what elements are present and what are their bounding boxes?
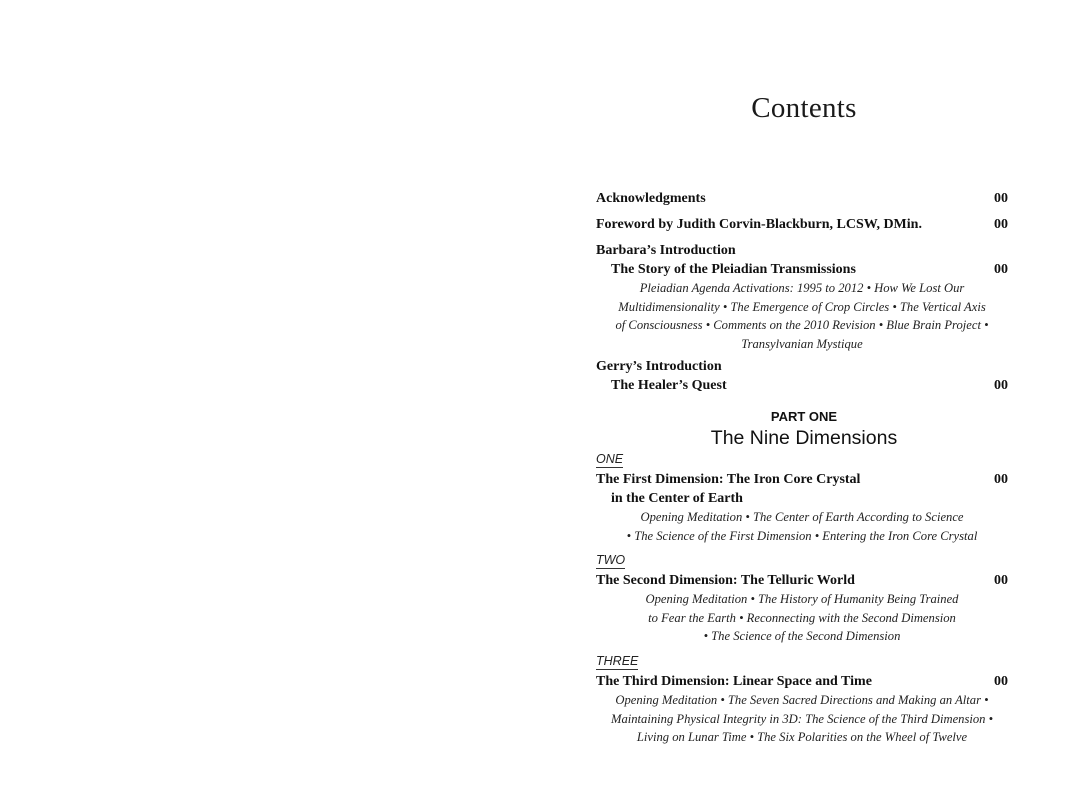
part-title: The Nine Dimensions xyxy=(710,427,898,449)
contents-page xyxy=(596,0,1008,800)
page-number: 00 xyxy=(994,191,1008,206)
subtopic-line: Maintaining Physical Integrity in 3D: The Science of the Third Dimension • xyxy=(610,711,994,726)
subtopic-line: Opening Meditation • The Center of Earth According to Science xyxy=(640,510,964,524)
entry-title: The Third Dimension: Linear Space and Time xyxy=(596,674,872,689)
toc-entry-acknowledgments[interactable] xyxy=(596,189,1008,208)
page-number: 00 xyxy=(994,217,1008,232)
subtopic-line: Living on Lunar Time • The Six Polarities on the Wheel of Twelve xyxy=(636,730,968,745)
toc-entry-gerrys-introduction[interactable] xyxy=(596,357,1008,395)
subtopic-line: Transylvanian Mystique xyxy=(741,336,863,351)
toc-entry-chapter-two[interactable] xyxy=(596,571,1008,646)
entry-subtopics xyxy=(596,279,1008,353)
entry-title: The First Dimension: The Iron Core Crystal xyxy=(596,472,861,487)
entry-title: Acknowledgments xyxy=(596,191,706,206)
toc-entry-foreword[interactable] xyxy=(596,215,1008,234)
chapter-number-label: TWO xyxy=(596,553,626,567)
subtopic-line: • The Science of the Second Dimension xyxy=(703,629,901,644)
toc-entry-chapter-three[interactable] xyxy=(596,672,1008,747)
toc-entry-barbaras-introduction[interactable] xyxy=(596,241,1008,353)
entry-subtopics xyxy=(596,590,1008,646)
subtopic-line: Opening Meditation • The Seven Sacred Directions and Making an Altar • xyxy=(615,693,989,707)
subtopic-line: to Fear the Earth • Reconnecting with the Second Dimension xyxy=(648,610,956,625)
entry-title-continued: in the Center of Earth xyxy=(611,491,743,506)
entry-title: The Second Dimension: The Telluric World xyxy=(596,573,855,588)
entry-heading: Gerry’s Introduction xyxy=(596,359,722,374)
entry-heading: Barbara’s Introduction xyxy=(596,243,736,258)
chapter-number-label: THREE xyxy=(596,654,639,668)
chapter-number-label: ONE xyxy=(596,452,624,466)
subtopic-line: Opening Meditation • The History of Humanity Being Trained xyxy=(645,592,959,606)
entry-title: The Story of the Pleiadian Transmissions xyxy=(611,262,856,277)
entry-subtopics xyxy=(596,508,1008,545)
subtopic-line: Pleiadian Agenda Activations: 1995 to 2012 • How We Lost Our xyxy=(639,281,965,295)
page-number: 00 xyxy=(994,674,1008,689)
part-label: PART ONE xyxy=(770,409,838,424)
page-number: 00 xyxy=(994,472,1008,487)
page-number: 00 xyxy=(994,378,1008,393)
page-title: Contents xyxy=(751,92,857,124)
entry-title: Foreword by Judith Corvin-Blackburn, LCSW, DMin. xyxy=(596,217,922,232)
toc-entry-chapter-one[interactable] xyxy=(596,470,1008,545)
subtopic-line: Multidimensionality • The Emergence of Crop Circles • The Vertical Axis xyxy=(618,299,986,314)
entry-title: The Healer’s Quest xyxy=(611,378,727,393)
subtopic-line: of Consciousness • Comments on the 2010 Revision • Blue Brain Project • xyxy=(615,318,989,333)
page-number: 00 xyxy=(994,573,1008,588)
page-number: 00 xyxy=(994,262,1008,277)
subtopic-line: • The Science of the First Dimension • Entering the Iron Core Crystal xyxy=(626,528,978,543)
entry-subtopics xyxy=(596,691,1008,747)
